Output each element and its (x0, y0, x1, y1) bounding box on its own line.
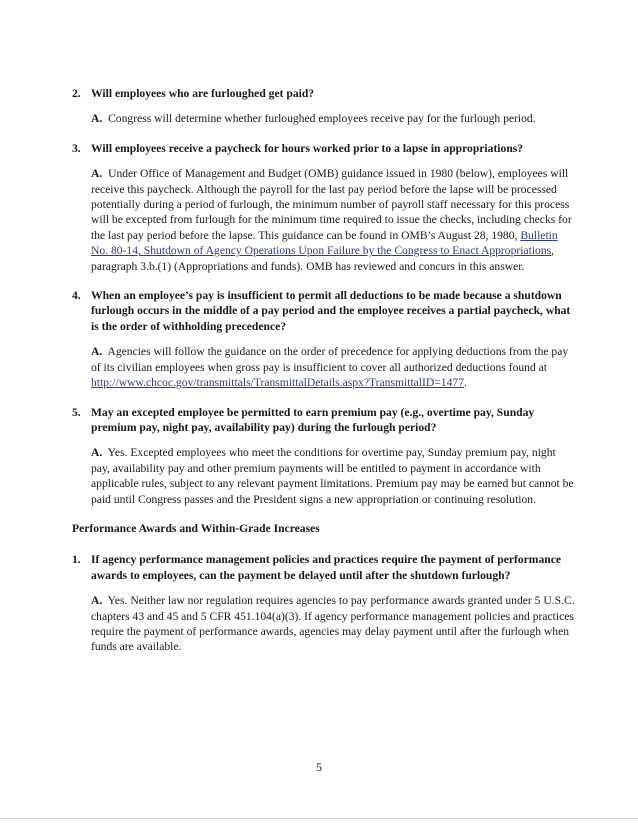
question-number: 5. (72, 405, 81, 419)
answer-lead: A. (91, 345, 103, 359)
question-text: May an excepted employee be permitted to earn premium pay (e.g., overtime pay, Sunday premium pay, night pay, availability pay) during the furlough period? (91, 405, 535, 434)
answer-text: Yes. Excepted employees who meet the conditions for overtime pay, Sunday premium pay, night pay, availability pay and other premium payments will be entitled to payment in accordance with applicable rules, subject to any relevant payment limitations. Premium pay may be earned but cannot be paid until Congress passes and the President signs a new appropriation or continuing resolution. (91, 446, 574, 506)
question-text: If agency performance management policies and practices require the payment of performance awards to employees, can the payment be delayed until after the shutdown furlough? (91, 553, 561, 582)
answer-lead: A. (91, 167, 103, 181)
section-question-1 (72, 552, 576, 654)
answer-lead: A. (91, 594, 103, 608)
page-number: 5 (316, 760, 322, 774)
answer (91, 111, 576, 126)
section-heading: Performance Awards and Within-Grade Increases (72, 521, 320, 535)
question-2 (72, 86, 576, 127)
question-number: 2. (72, 87, 81, 100)
answer-lead: A. (91, 112, 103, 126)
chcoc-transmittal-link[interactable]: http://www.chcoc.gov/transmittals/TransmittalDetails.aspx?TransmittalID=1477 (91, 376, 464, 390)
page-edge-divider (0, 818, 638, 819)
answer-text: Congress will determine whether furloughed employees receive pay for the furlough period. (108, 112, 536, 126)
answer-lead: A. (91, 446, 103, 460)
question-3 (72, 141, 576, 274)
question-text: Will employees receive a paycheck for hours worked prior to a lapse in appropriations? (91, 141, 524, 155)
answer-text: Agencies will follow the guidance on the order of precedence for applying deductions from the pay of its civilian employees when gross pay is insufficient to cover all authorized deductions found at (91, 345, 569, 374)
answer (91, 445, 576, 507)
question-text: When an employee’s pay is insufficient to permit all deductions to be made because a shutdown furlough occurs in the middle of a pay period and the employee receives a partial paycheck, what is the order of withholding precedence? (91, 289, 571, 333)
question-5 (72, 405, 576, 507)
answer-text-after: , paragraph 3.b.(1) (Appropriations and funds). OMB has reviewed and concurs in this answer. (91, 244, 555, 273)
answer (91, 166, 576, 274)
question-4 (72, 288, 576, 390)
answer (91, 344, 576, 390)
question-number: 1. (72, 553, 81, 567)
answer-text: Under Office of Management and Budget (OMB) guidance issued in 1980 (below), employees will receive this paycheck. Although the payroll for the last pay period before the lapse will be processed potentially during a period of furlough, the minimum number of payroll staff necessary for this process will be excepted from furlough for the minimum time required to issue the checks, including checks for the last pay period before the lapse. This guidance can be found in OMB’s August 28, 1980, (91, 167, 572, 242)
omb-bulletin-link[interactable]: Bulletin No. 80-14, Shutdown of Agency Operations Upon Failure by the Congress to Enact Appropriations (91, 228, 558, 258)
question-number: 4. (72, 289, 81, 303)
question-text: Will employees who are furloughed get paid? (91, 87, 315, 100)
answer-text-after: . (464, 376, 467, 390)
question-number: 3. (72, 141, 81, 155)
answer (91, 593, 576, 655)
answer-text: Yes. Neither law nor regulation requires agencies to pay performance awards granted under 5 U.S.C. chapters 43 and 45 and 5 CFR 451.104(a)(3). If agency performance management policies and practices require the payment of performance awards, agencies may delay payment until after the furlough when funds are available. (91, 594, 575, 654)
